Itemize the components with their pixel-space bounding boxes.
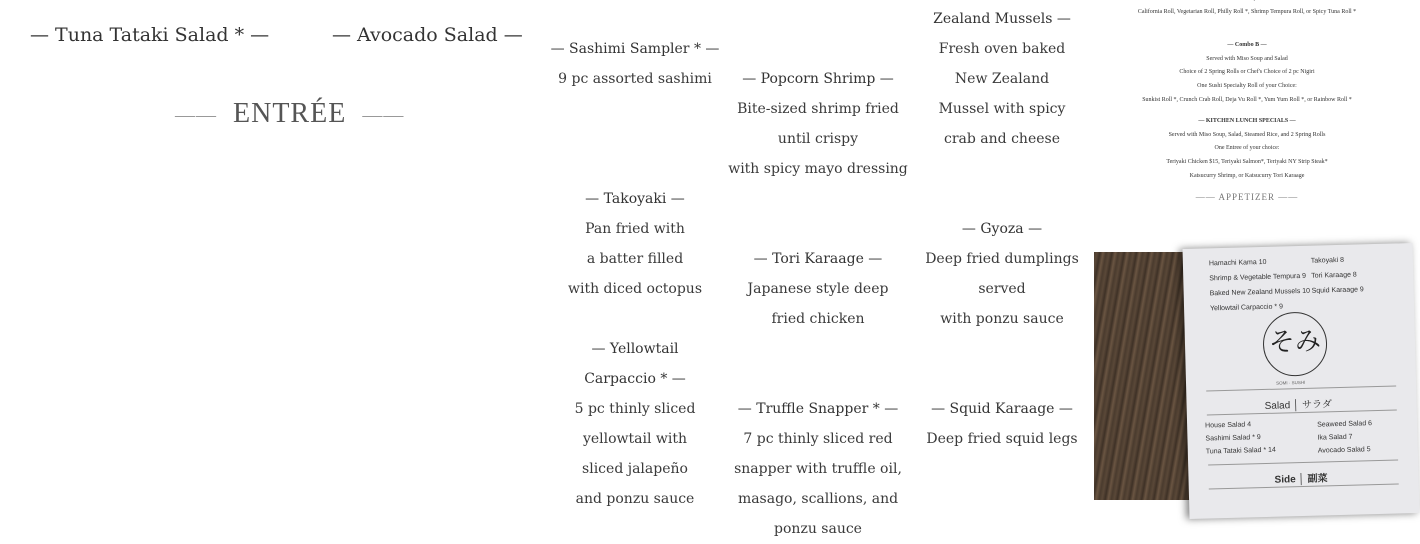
photo-line: Seaweed Salad 6	[1317, 420, 1373, 429]
item-desc: Bite-sized shrimp fried until crispy	[737, 101, 899, 147]
combo-menu-panel	[1094, 0, 1400, 252]
photo-line: Takoyaki 8	[1310, 256, 1345, 265]
salad-section-heading: Salad │ サラダ	[1264, 399, 1333, 412]
item-desc: with ponzu sauce	[940, 311, 1064, 327]
photo-line: Avocado Salad 5	[1317, 446, 1371, 455]
menu-item	[728, 394, 908, 544]
photo-line: Hamachi Kama 10	[1208, 258, 1267, 268]
entree-dash-right: ——	[362, 104, 405, 127]
item-desc: 5 pc thinly sliced yellowtail with sliced jalapeño and ponzu sauce	[574, 401, 696, 507]
menu-photo	[1094, 252, 1400, 500]
item-name: — Truffle Snapper * —	[737, 401, 899, 417]
photo-line: Baked New Zealand Mussels 10	[1209, 287, 1311, 298]
menu-item	[912, 4, 1092, 154]
item-name: — Popcorn Shrimp —	[742, 71, 894, 87]
menu-item	[545, 334, 725, 514]
combo-b-line: Choice of 2 Spring Rolls or Chef's Choice of 2 pc Nigiri	[1179, 69, 1315, 76]
item-name: — Takoyaki —	[585, 191, 685, 207]
item-desc: Japanese style deep fried chicken	[747, 281, 889, 327]
entree-title: ENTRÉE	[233, 98, 347, 129]
item-desc: with spicy mayo dressing	[728, 161, 908, 177]
item-name: — Gyoza —	[961, 221, 1043, 237]
combo-b-line: Served with Miso Soup and Salad	[1206, 55, 1288, 62]
item-desc: Pan fried with a batter filled	[585, 221, 685, 267]
brand-name: SOMI · SUSHI	[1275, 379, 1306, 386]
menu-item	[545, 184, 725, 304]
entree-heading	[175, 98, 404, 130]
side-section-heading: Side │ 副菜	[1274, 473, 1328, 486]
menu-item	[728, 244, 908, 334]
photo-line: Yellowtail Carpaccio * 9	[1209, 303, 1284, 313]
divider	[1208, 459, 1398, 465]
photo-line: Shrimp & Vegetable Tempura 9	[1209, 272, 1307, 283]
menu-item	[545, 34, 725, 94]
kitchen-line: Teriyaki Chicken $15, Teriyaki Salmon*, Teriyaki NY Strip Steak*	[1166, 158, 1328, 165]
appetizer-heading: —— APPETIZER ——	[1195, 192, 1299, 203]
item-desc: Deep fried squid legs	[926, 431, 1078, 447]
photo-line: Tori Karaage 8	[1311, 271, 1357, 280]
kitchen-line: Katsucurry Shrimp, or Katsucurry Tori Karaage	[1189, 172, 1305, 179]
tuna-tataki-salad-title: — Tuna Tataki Salad * —	[30, 24, 270, 46]
item-desc: with diced octopus	[567, 281, 703, 297]
item-name: Zealand Mussels —	[933, 11, 1071, 27]
photo-line: Ika Salad 7	[1317, 433, 1353, 442]
item-name: — Tori Karaage —	[753, 251, 883, 267]
combo-b-line: Sunkist Roll *, Crunch Crab Roll, Deja Vu Roll *, Yum Yum Roll *, or Rainbow Roll *	[1142, 96, 1352, 103]
item-name: — Yellowtail Carpaccio * —	[584, 341, 686, 387]
item-desc: 7 pc thinly sliced red snapper with truffle oil, masago, scallions, and ponzu sauce	[734, 431, 902, 537]
menu-paper	[1183, 243, 1420, 519]
photo-line: Squid Karaage 9	[1311, 286, 1364, 295]
item-desc: 9 pc assorted sashimi	[558, 71, 712, 87]
item-desc: Deep fried dumplings served	[925, 251, 1079, 297]
combo-b-heading: — Combo B —	[1227, 42, 1267, 49]
menu-item	[912, 394, 1092, 454]
photo-line: Sashimi Salad * 9	[1205, 434, 1261, 443]
item-name: — Squid Karaage —	[931, 401, 1073, 417]
avocado-salad-title: — Avocado Salad —	[332, 24, 523, 46]
kitchen-line: One Entree of your choice:	[1214, 145, 1280, 152]
combo-b-line: One Sushi Specialty Roll of your Choice:	[1197, 82, 1297, 89]
item-desc: Fresh oven baked New Zealand Mussel with spicy crab and cheese	[938, 41, 1066, 147]
menu-item	[912, 214, 1092, 334]
photo-line: House Salad 4	[1205, 421, 1252, 430]
kitchen-heading: — KITCHEN LUNCH SPECIALS —	[1198, 118, 1296, 125]
mini-roll-choices: California Roll, Vegetarian Roll, Philly Roll *, Shrimp Tempura Roll, or Spicy Tuna Roll *	[1137, 8, 1357, 15]
kitchen-line: Served with Miso Soup, Salad, Steamed Rice, and 2 Spring Rolls	[1168, 131, 1326, 138]
somi-logo: そみ	[1262, 311, 1328, 377]
divider	[1206, 386, 1396, 392]
photo-line: Tuna Tataki Salad * 14	[1205, 446, 1276, 456]
menu-item	[728, 64, 908, 184]
entree-dash-left: ——	[175, 104, 217, 127]
item-name: — Sashimi Sampler * —	[550, 41, 720, 57]
